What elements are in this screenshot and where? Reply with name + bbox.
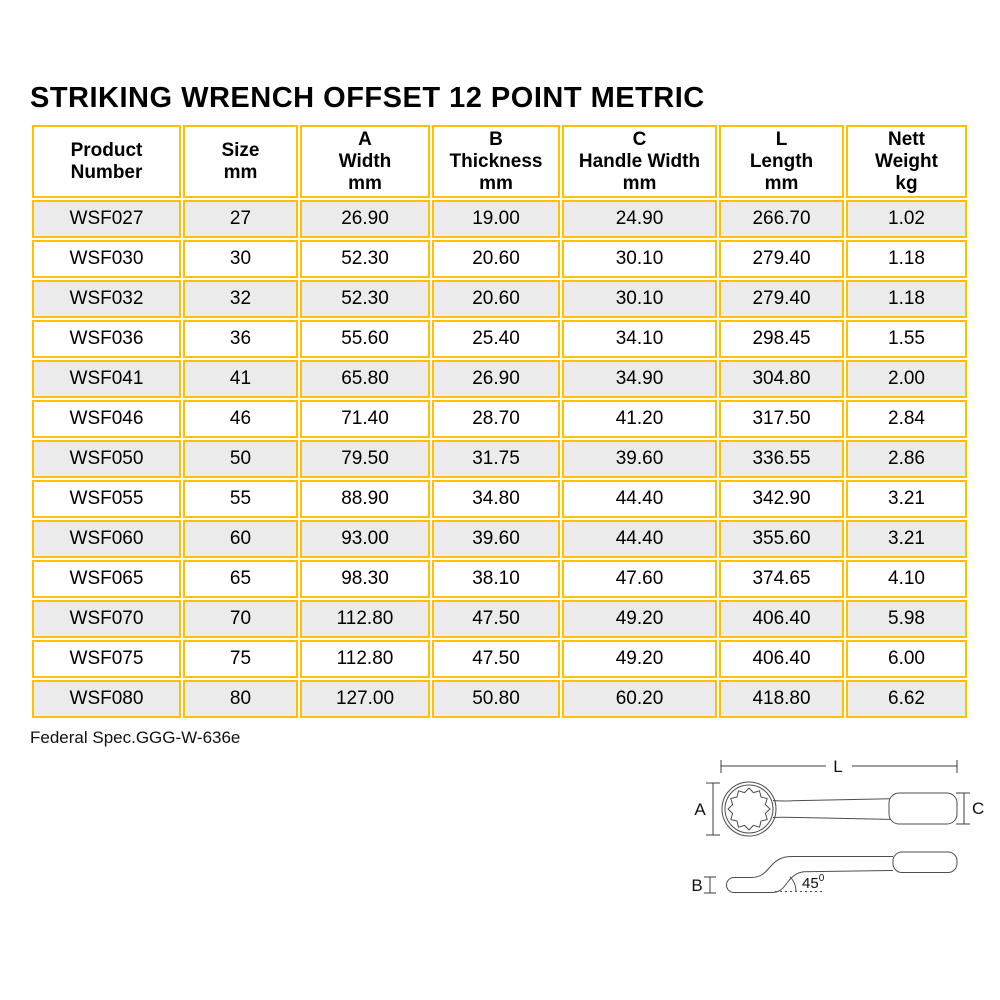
table-cell: 4.10 [846, 560, 967, 598]
table-cell: 65.80 [300, 360, 430, 398]
table-cell: WSF075 [32, 640, 181, 678]
table-cell: 34.80 [432, 480, 560, 518]
table-cell: 34.90 [562, 360, 717, 398]
table-row [32, 480, 967, 518]
table-row [32, 200, 967, 238]
table-cell: 80 [183, 680, 298, 718]
dimension-a [694, 783, 720, 835]
label-l: L [833, 757, 843, 776]
table-cell: 47.50 [432, 640, 560, 678]
table-cell: 30.10 [562, 240, 717, 278]
wrench-side-view [727, 852, 958, 893]
table-cell: 26.90 [432, 360, 560, 398]
table-cell: 98.30 [300, 560, 430, 598]
table-row [32, 320, 967, 358]
table-cell: 406.40 [719, 640, 844, 678]
table-cell: 44.40 [562, 480, 717, 518]
table-cell: 2.00 [846, 360, 967, 398]
angle-label: $45^0$ [802, 873, 825, 892]
table-cell: WSF065 [32, 560, 181, 598]
table-cell: 279.40 [719, 280, 844, 318]
dimension-c [956, 793, 984, 824]
table-cell: 38.10 [432, 560, 560, 598]
table-cell: 19.00 [432, 200, 560, 238]
table-cell: 60.20 [562, 680, 717, 718]
table-cell: 47.50 [432, 600, 560, 638]
table-cell: 39.60 [562, 440, 717, 478]
wrench-diagram [675, 745, 1000, 915]
table-cell: 1.18 [846, 280, 967, 318]
table-cell: 60 [183, 520, 298, 558]
table-cell: WSF080 [32, 680, 181, 718]
header-size: Size mm [183, 125, 298, 198]
table-cell: 336.55 [719, 440, 844, 478]
table-cell: 2.84 [846, 400, 967, 438]
header-nett-weight: Nett Weight kg [846, 125, 967, 198]
table-cell: 30 [183, 240, 298, 278]
table-cell: 266.70 [719, 200, 844, 238]
header-product-number: Product Number [32, 125, 181, 198]
table-cell: 1.55 [846, 320, 967, 358]
table-cell: 39.60 [432, 520, 560, 558]
table-cell: 406.40 [719, 600, 844, 638]
header-c-handle-width: C Handle Width mm [562, 125, 717, 198]
table-cell: 55.60 [300, 320, 430, 358]
table-cell: 374.65 [719, 560, 844, 598]
table-cell: 71.40 [300, 400, 430, 438]
table-cell: 47.60 [562, 560, 717, 598]
table-cell: 65 [183, 560, 298, 598]
table-cell: WSF032 [32, 280, 181, 318]
table-cell: 50.80 [432, 680, 560, 718]
shank-bottom-line [773, 817, 890, 819]
table-cell: 26.90 [300, 200, 430, 238]
table-cell: 44.40 [562, 520, 717, 558]
table-cell: 1.02 [846, 200, 967, 238]
table-cell: 20.60 [432, 240, 560, 278]
table-cell: 5.98 [846, 600, 967, 638]
table-cell: 20.60 [432, 280, 560, 318]
table-cell: 418.80 [719, 680, 844, 718]
table-cell: 112.80 [300, 600, 430, 638]
table-cell: 75 [183, 640, 298, 678]
table-cell: 41 [183, 360, 298, 398]
table-cell: 49.20 [562, 640, 717, 678]
table-cell: 298.45 [719, 320, 844, 358]
table-cell: 79.50 [300, 440, 430, 478]
table-cell: 25.40 [432, 320, 560, 358]
table-cell: 112.80 [300, 640, 430, 678]
table-row [32, 560, 967, 598]
table-cell: 55 [183, 480, 298, 518]
table-cell: 279.40 [719, 240, 844, 278]
label-b: B [691, 876, 703, 895]
table-cell: 342.90 [719, 480, 844, 518]
table-row [32, 240, 967, 278]
table-row [32, 280, 967, 318]
table-row [32, 640, 967, 678]
dimension-l [721, 757, 957, 776]
wrench-top-view [722, 782, 957, 836]
twelve-point-socket [728, 788, 770, 830]
label-a: A [694, 800, 706, 819]
ring-inner [725, 785, 773, 833]
header-b-thickness: B Thickness mm [432, 125, 560, 198]
table-cell: 27 [183, 200, 298, 238]
table-cell: 3.21 [846, 520, 967, 558]
table-cell: 52.30 [300, 280, 430, 318]
table-cell: WSF055 [32, 480, 181, 518]
table-cell: 88.90 [300, 480, 430, 518]
table-cell: 49.20 [562, 600, 717, 638]
table-cell: 127.00 [300, 680, 430, 718]
table-cell: 50 [183, 440, 298, 478]
table-row [32, 600, 967, 638]
table-cell: WSF036 [32, 320, 181, 358]
table-row [32, 440, 967, 478]
table-cell: 46 [183, 400, 298, 438]
table-cell: WSF030 [32, 240, 181, 278]
table-cell: WSF041 [32, 360, 181, 398]
spec-table [30, 123, 969, 720]
table-row [32, 520, 967, 558]
table-cell: 6.62 [846, 680, 967, 718]
table-cell: WSF027 [32, 200, 181, 238]
dimension-b [691, 876, 716, 895]
table-cell: 70 [183, 600, 298, 638]
table-cell: 32 [183, 280, 298, 318]
table-cell: 3.21 [846, 480, 967, 518]
grip-top-view [889, 793, 957, 824]
ring-outer [722, 782, 776, 836]
page-title: STRIKING WRENCH OFFSET 12 POINT METRIC [30, 82, 705, 114]
table-row [32, 680, 967, 718]
label-c: C [972, 799, 985, 818]
table-cell: WSF070 [32, 600, 181, 638]
table-cell: 28.70 [432, 400, 560, 438]
table-cell: 31.75 [432, 440, 560, 478]
table-cell: 24.90 [562, 200, 717, 238]
table-cell: 41.20 [562, 400, 717, 438]
table-row [32, 400, 967, 438]
table-cell: 34.10 [562, 320, 717, 358]
table-cell: 355.60 [719, 520, 844, 558]
table-cell: 1.18 [846, 240, 967, 278]
table-cell: 304.80 [719, 360, 844, 398]
table-cell: 30.10 [562, 280, 717, 318]
header-l-length: L Length mm [719, 125, 844, 198]
table-cell: 317.50 [719, 400, 844, 438]
table-cell: 6.00 [846, 640, 967, 678]
table-cell: 36 [183, 320, 298, 358]
federal-spec-note: Federal Spec.GGG-W-636e [30, 728, 241, 747]
table-cell: WSF050 [32, 440, 181, 478]
shank-top-line [773, 799, 890, 801]
table-cell: 2.86 [846, 440, 967, 478]
table-cell: 52.30 [300, 240, 430, 278]
header-a-width: A Width mm [300, 125, 430, 198]
table-header [32, 125, 967, 198]
table-cell: WSF060 [32, 520, 181, 558]
table-cell: WSF046 [32, 400, 181, 438]
grip-side-view [893, 852, 957, 873]
table-row [32, 360, 967, 398]
table-cell: 93.00 [300, 520, 430, 558]
